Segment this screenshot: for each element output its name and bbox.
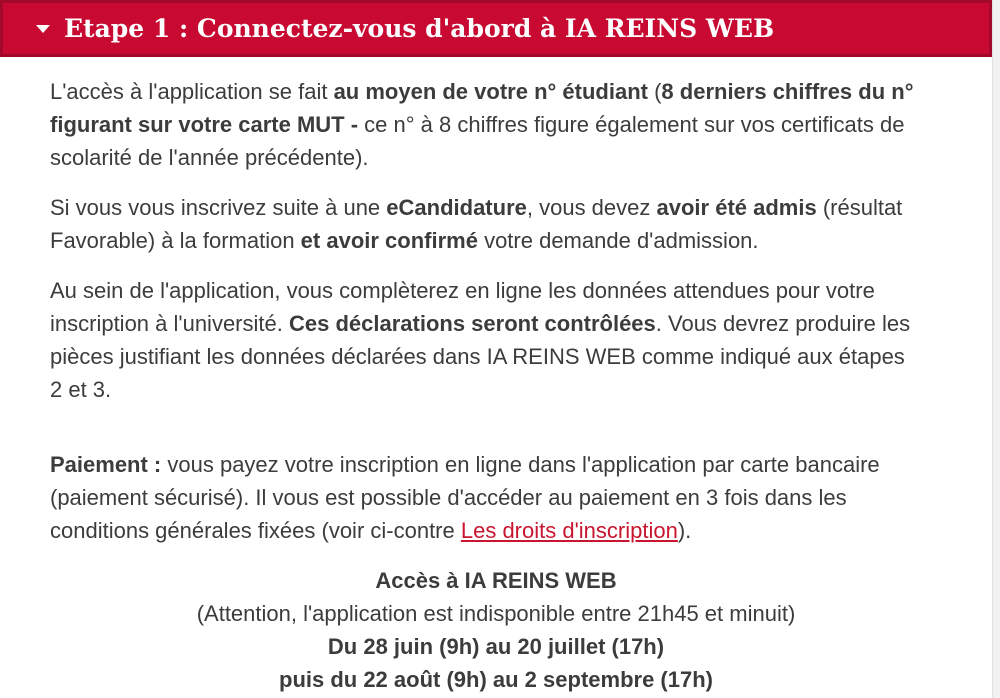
text-segment-bold: Ces déclarations seront contrôlées (288, 311, 656, 336)
text-segment-bold: au moyen de votre n° étudiant (333, 79, 648, 104)
text-segment: ce n° à 8 chiffres figure également sur vos certificats de scolarité de l'année précédente). (50, 112, 905, 170)
access-period-1: Du 28 juin (9h) au 20 juillet (17h) (327, 634, 665, 659)
text-segment: Au sein de l'application, vous complèterez en ligne les données attendues pour votre inscription à l'université. (50, 278, 875, 336)
text-segment: . Vous devrez produire les pièces justifiant les données déclarées dans IA REINS WEB comme indiqué aux étapes 2 et 3. (50, 311, 911, 402)
text-segment-bold: avoir été admis (656, 195, 817, 220)
text-segment: ( (647, 79, 662, 104)
text-segment: vous payez votre inscription en ligne dans l'application par carte bancaire (paiement sécurisé). Il vous est possible d'accéder au paiement en 3 fois dans les conditions générales fixées (voir ci-contre (50, 452, 880, 543)
droits-inscription-link[interactable]: Les droits d'inscription (460, 518, 678, 543)
paragraph-paiement (50, 448, 919, 547)
text-segment-bold: eCandidature (386, 195, 527, 220)
text-segment-bold: 8 derniers chiffres du n° figurant sur votre carte MUT - (50, 79, 914, 137)
paragraph-access-method (50, 75, 919, 174)
text-segment-bold: et avoir confirmé (300, 228, 478, 253)
access-period-2: puis du 22 août (9h) au 2 septembre (17h) (279, 667, 713, 692)
paragraph-ecandidature (50, 191, 919, 257)
text-segment: votre demande d'admission. (477, 228, 759, 253)
text-segment: , vous devez (526, 195, 657, 220)
text-segment: Si vous vous inscrivez suite à une (50, 195, 387, 220)
access-availability-note: (Attention, l'application est indisponible entre 21h45 et minuit) (196, 601, 796, 626)
text-segment: L'accès à l'application se fait (50, 79, 334, 104)
chevron-down-icon (36, 25, 50, 33)
step1-body (0, 57, 992, 696)
step1-title: Etape 1 : Connectez-vous d'abord à IA REINS WEB (64, 14, 775, 43)
access-schedule-block (0, 564, 992, 696)
text-segment: (résultat Favorable) à la formation (50, 195, 903, 253)
paragraph-declarations (50, 274, 919, 406)
step1-accordion-header[interactable] (0, 0, 992, 57)
text-segment: ). (677, 518, 692, 543)
text-segment-bold: Paiement : (50, 452, 162, 477)
access-title: Accès à IA REINS WEB (375, 568, 617, 593)
